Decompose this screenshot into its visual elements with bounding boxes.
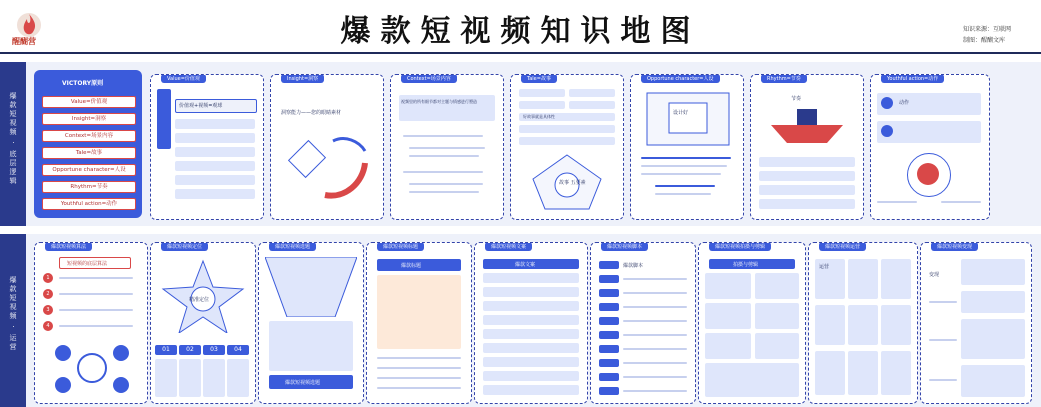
panel-tab: Context=场景内容 — [401, 74, 457, 83]
panel-head: 爆款短视频选题 — [285, 380, 321, 386]
topic-funnel — [265, 257, 357, 317]
position-card: 03 — [203, 345, 225, 355]
panel-head: 运营 — [819, 264, 830, 270]
panel-tab: Opportune character=人设 — [641, 74, 720, 83]
panel-tab: 爆款短视频运营 — [819, 242, 866, 251]
source-meta — [963, 24, 1011, 46]
panel-head: 短视频的底层算法 — [67, 261, 108, 267]
panel-tab: 爆款短视频脚本 — [601, 242, 648, 251]
panel-operation — [808, 242, 918, 404]
panel-head: 精准定位 — [189, 297, 210, 303]
tale-center-label: 故事 五要素 — [559, 180, 586, 186]
victory-item: Youthful action=动作 — [42, 198, 136, 210]
panel-head: 变现 — [929, 272, 940, 278]
logo-text: 醒醐营 — [12, 37, 36, 46]
panel-rhythm — [750, 74, 864, 220]
victory-item: Rhythm=节奏 — [42, 181, 136, 193]
victory-title: VICTORY原则 — [62, 80, 104, 87]
panel-positioning-main — [150, 242, 256, 404]
panel-value — [150, 74, 264, 220]
panel-tab: 爆款短视频标题 — [377, 242, 424, 251]
panel-tab: Value=价值观 — [161, 74, 206, 83]
panel-tab: Tale=故事 — [521, 74, 557, 83]
panel-tab: 爆款短视频文案 — [485, 242, 532, 251]
section-label-top: 爆款短视频 · 底层逻辑 — [0, 62, 26, 226]
victory-item: Tale=故事 — [42, 147, 136, 159]
panel-head: 爆款脚本 — [623, 263, 644, 269]
step-badge: 4 — [43, 321, 53, 331]
insight-diagram — [285, 133, 375, 203]
panel-insight — [270, 74, 384, 220]
panel-head: 拍摄与剪辑 — [733, 262, 759, 268]
panel-head: 动作 — [899, 100, 910, 106]
step-badge: 1 — [43, 273, 53, 283]
victory-item: Value=价值观 — [42, 96, 136, 108]
step-badge: 3 — [43, 305, 53, 315]
panel-action — [870, 74, 990, 220]
source-text: 知识来源：互联网 — [962, 26, 1011, 33]
step-badge: 2 — [43, 289, 53, 299]
victory-item: Insight=洞察 — [42, 113, 136, 125]
panel-head: 设计好 — [673, 110, 689, 116]
panel-head: 爆款文案 — [515, 262, 536, 268]
position-card: 01 — [155, 345, 177, 355]
panel-tab: 爆款短视频算法 — [45, 242, 92, 251]
panel-tab: 爆款短视频变现 — [931, 242, 978, 251]
panel-topic — [258, 242, 364, 404]
panel-tale — [510, 74, 624, 220]
title-divider — [0, 52, 1041, 54]
position-card: 02 — [179, 345, 201, 355]
panel-tab: Youthful action=动作 — [881, 74, 944, 83]
page-title: 爆款短视频知识地图 — [340, 14, 701, 49]
panel-head: 好故事就是具体性 — [523, 114, 555, 119]
victory-panel — [34, 70, 142, 218]
panel-context — [390, 74, 504, 220]
panel-head: 价值观+视频=观球 — [179, 103, 223, 109]
panel-tab: 爆款短视频定位 — [161, 242, 208, 251]
panel-head: 节奏 — [791, 96, 802, 102]
panel-character — [630, 74, 744, 220]
panel-tab: 爆款短视频拍摄与剪辑 — [709, 242, 771, 251]
panel-title-writing — [366, 242, 472, 404]
victory-item: Opportune character=人设 — [42, 164, 136, 176]
character-diagram — [643, 89, 733, 149]
position-card: 04 — [227, 345, 249, 355]
panel-head: 洞察能力——您的眼睛素材 — [281, 110, 342, 116]
maker-text: 制图：醒醐文库 — [962, 37, 1005, 44]
panel-head: 爆款标题 — [401, 263, 422, 269]
panel-tab: Rhythm=节奏 — [761, 74, 807, 83]
panel-head: 视频里的所有细节都对主题与情感进行塑造 — [401, 99, 477, 104]
panel-shooting — [698, 242, 806, 404]
panel-tab: Insight=洞察 — [281, 74, 324, 83]
panel-algorithm — [34, 242, 148, 404]
panel-tab: 爆款短视频选题 — [269, 242, 316, 251]
rhythm-boat-diagram — [767, 103, 847, 145]
panel-monetization — [920, 242, 1032, 404]
panel-script — [590, 242, 696, 404]
panel-copywriting — [474, 242, 588, 404]
algorithm-cycle — [49, 339, 135, 397]
section-label-bottom: 爆款短视频 · 运营 — [0, 234, 26, 407]
victory-item: Context=场景内容 — [42, 130, 136, 142]
